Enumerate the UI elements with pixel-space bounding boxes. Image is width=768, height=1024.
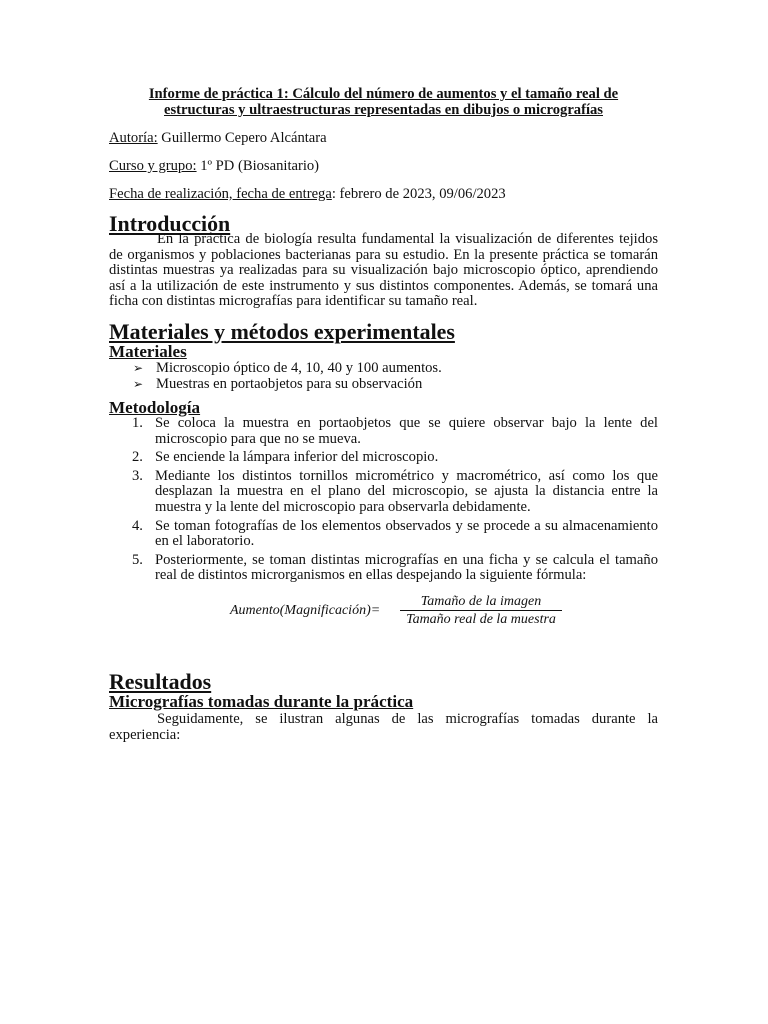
results-paragraph: Seguidamente, se ilustran algunas de las micrografías tomadas durante la experiencia: [109,710,658,743]
step-text: Se toman fotografías de los elementos observados y se procede a su almacenamiento en el laboratorio. [155,517,658,550]
step-number: 5. [132,551,143,568]
results-subheading: Micrografías tomadas durante la práctica [109,691,414,711]
material-text: Muestras en portaobjetos para su observación [156,375,423,392]
title-line-2: estructuras y ultraestructuras representadas en dibujos o micrografías [164,102,603,118]
list-item [133,360,658,376]
arrowhead-bullet-icon: ➢ [133,376,144,391]
course-value: 1º PD (Biosanitario) [196,158,320,174]
materials-list [109,360,658,392]
formula-denominator: Tamaño real de la muestra [406,611,556,627]
document-title [109,86,658,118]
author-label: Autoría: [109,130,158,146]
author-value: Guillermo Cepero Alcántara [157,130,327,146]
course-label: Curso y grupo: [109,158,197,174]
formula-lhs: Aumento(Magnificación)= [230,602,381,618]
step-text: Se coloca la muestra en portaobjetos que se quiere observar bajo la lente del microscopio para que no se mueva. [155,414,658,447]
intro-heading: Introducción [109,211,231,236]
materials-heading: Materiales [109,341,187,361]
date-value: : febrero de 2023, 09/06/2023 [331,186,506,202]
date-line [109,186,658,202]
materials-methods-heading: Materiales y métodos experimentales [109,318,455,344]
course-line [109,158,658,174]
formula-fraction [400,593,562,628]
list-item [132,414,658,447]
methodology-list [109,416,658,584]
intro-paragraph: En la práctica de biología resulta fundamental la visualización de diferentes tejidos de organismos y poblaciones bacterianas para su estudio. En la presente práctica se tomarán distintas muestras ya realizadas para su visualización bajo microscopio óptico, aprendiendo así a la utilización de este instrumento y sus distintos componentes. Además, se tomará una ficha con distintas micrografías para identificar su tamaño real. [109,231,658,310]
magnification-formula [109,593,658,629]
step-number: 4. [132,517,143,534]
list-item [132,449,658,466]
date-label: Fecha de realización, fecha de entrega [109,186,332,202]
list-item [133,376,658,392]
material-text: Microscopio óptico de 4, 10, 40 y 100 aumentos. [156,359,442,376]
step-text: Mediante los distintos tornillos micrométrico y macrométrico, así como los que desplazan la muestra en el plano del microscopio, se ajusta la distancia entre la muestra y la lente del microscopio para observarla debidamente. [155,467,658,515]
list-item [132,517,658,550]
author-line [109,130,658,146]
step-number: 3. [132,467,143,484]
list-item [132,551,658,584]
methodology-heading: Metodología [109,397,201,417]
formula-numerator: Tamaño de la imagen [400,593,562,611]
list-item [132,467,658,516]
title-line-1: Informe de práctica 1: Cálculo del número de aumentos y el tamaño real de [148,86,619,102]
step-text: Se enciende la lámpara inferior del microscopio. [155,449,439,466]
results-heading: Resultados [109,668,212,694]
step-text: Posteriormente, se toman distintas micrografías en una ficha y se calcula el tamaño real de distintos microrganismos en ellas despejando la siguiente fórmula: [155,551,658,584]
document-page [109,86,658,743]
step-number: 2. [132,449,143,466]
arrowhead-bullet-icon: ➢ [133,360,144,375]
step-number: 1. [132,414,143,431]
